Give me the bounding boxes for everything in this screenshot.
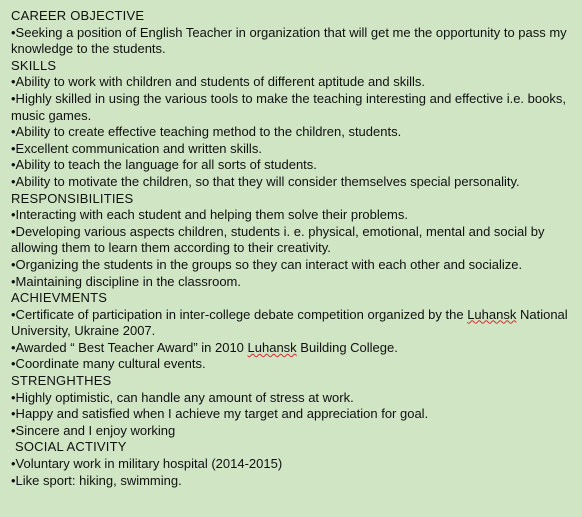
achievements-item: •Coordinate many cultural events. (11, 356, 206, 372)
strengths-item: •Highly optimistic, can handle any amount of stress at work. (11, 389, 354, 405)
achievements-item (11, 340, 577, 357)
social-activity-item: •Voluntary work in military hospital (2014-2015) (11, 456, 283, 472)
career-objective-item: •Seeking a position of English Teacher in organization that will get me the opportunity to pass my knowledge to the students. (11, 24, 567, 57)
skills-item: •Excellent communication and written skills. (11, 140, 262, 156)
strengths-heading: STRENGHTHES (11, 373, 112, 389)
social-activity-heading: SOCIAL ACTIVITY (15, 439, 127, 455)
career-objective-heading: CAREER OBJECTIVE (11, 8, 145, 23)
skills-item: •Ability to work with children and students of different aptitude and skills. (11, 74, 426, 90)
resume-document (11, 8, 577, 489)
achievement-text: •Awarded “ Best Teacher Award” in 2010 (11, 339, 248, 355)
skills-item: •Highly skilled in using the various tools to make the teaching interesting and effective i.e. books, music games. (11, 90, 566, 123)
strengths-item: •Sincere and I enjoy working (11, 422, 176, 438)
achievement-text: Building College. (296, 339, 398, 355)
skills-item: •Ability to create effective teaching method to the children, students. (11, 124, 402, 140)
responsibilities-item: •Organizing the students in the groups so they can interact with each other and socialize. (11, 256, 523, 272)
spellcheck-word: Luhansk (247, 339, 297, 355)
skills-item: •Ability to motivate the children, so that they will consider themselves special personality. (11, 173, 520, 189)
achievement-text: •Certificate of participation in inter-college debate competition organized by the (11, 306, 468, 322)
responsibilities-item: •Interacting with each student and helping them solve their problems. (11, 207, 408, 223)
skills-heading: SKILLS (11, 57, 57, 73)
social-activity-item: •Like sport: hiking, swimming. (11, 472, 182, 488)
spellcheck-word: Luhansk (467, 306, 517, 322)
responsibilities-item: •Developing various aspects children, students i. e. physical, emotional, mental and social by allowing them to learn them according to their creativity. (11, 223, 545, 256)
achievements-item (11, 307, 577, 340)
achievement-text: National University, Ukraine 2007. (11, 306, 568, 339)
responsibilities-heading: RESPONSIBILITIES (11, 190, 134, 206)
achievements-heading: ACHIEVMENTS (11, 290, 108, 306)
strengths-item: •Happy and satisfied when I achieve my target and appreciation for goal. (11, 406, 429, 422)
responsibilities-item: •Maintaining discipline in the classroom. (11, 273, 241, 289)
skills-item: •Ability to teach the language for all sorts of students. (11, 157, 317, 173)
